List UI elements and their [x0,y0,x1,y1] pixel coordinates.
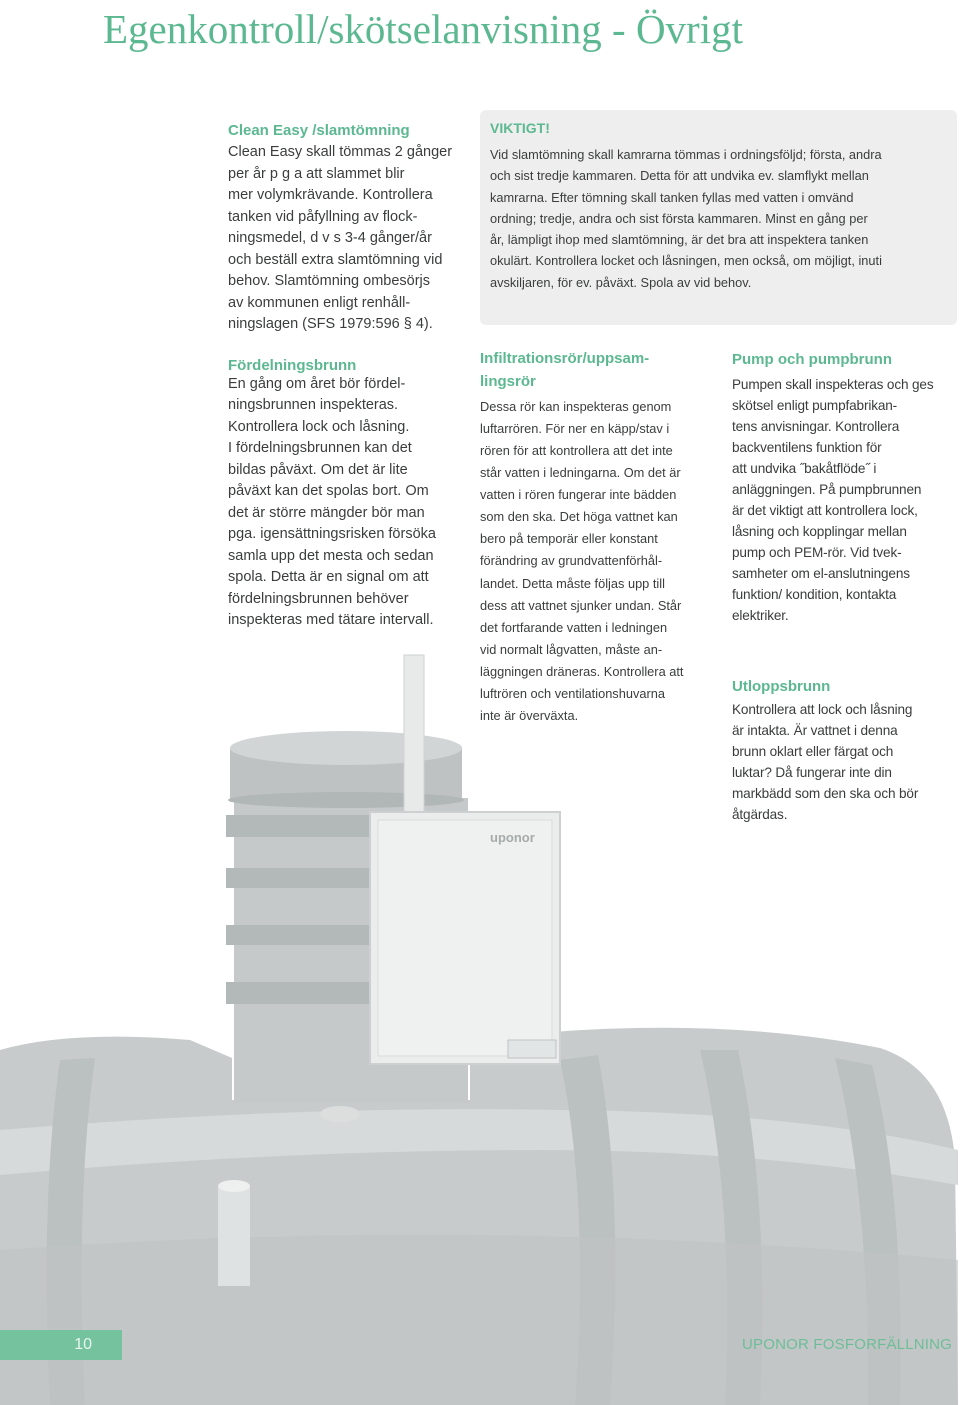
text-line: tanken vid påfyllning av flock- [228,208,418,225]
text-line: samheter om el-anslutningens [732,566,910,581]
text-line: avskiljaren, för ev. påväxt. Spola av vid behov. [490,274,752,290]
outlet-well-text [732,699,918,825]
text-line: per år p g a att slammet blir [228,165,405,182]
text-line: år, lämpligt ihop med slamtömning, är det bra att inspektera tanken [490,232,869,248]
text-line: påväxt kan det spolas bort. Om [228,483,429,500]
text-line: spola. Detta är en signal om att [228,569,429,586]
cabinet-logo: uponor [490,830,535,845]
text-line: det är större mängder bör man [228,504,425,521]
lid-top [230,731,462,765]
text-line: rören för att kontrollera att det inte [480,443,673,459]
tank-shadow [0,1235,958,1405]
text-line: mer volymkrävande. Kontrollera [228,187,433,203]
lid-rim [228,792,464,808]
text-line: En gång om året bör fördel- [228,376,406,392]
text-line: vid normalt lågvatten, måste an- [480,641,663,657]
text-line: ningsbrunnen inspekteras. [228,397,399,414]
text-line: luftarrören. För ner en käpp/stav i [480,421,670,437]
text-line: tens anvisningar. Kontrollera [732,419,900,434]
section-heading-pump: Pump och pumpbrunn [732,351,892,368]
cabinet-door [378,820,552,1056]
infiltration-text [480,396,683,727]
text-line: I fördelningsbrunnen kan det [228,440,412,457]
text-line: landet. Detta måste följas upp till [480,575,665,591]
inlet-pipe [218,1186,250,1286]
text-line: funktion/ kondition, kontakta [732,587,897,602]
section-heading-infiltration [480,347,649,393]
text-line: Kontrollera att lock och låsning [732,702,913,717]
text-line: ningsmedel, d v s 3-4 gånger/år [228,230,432,246]
text-line: Kontrollera lock och låsning. [228,418,410,435]
text-line: är det viktigt att kontrollera lock, [732,503,918,518]
text-line: skötsel enligt pumpfabrikan- [732,398,898,413]
pump-text [732,374,933,626]
text-line: anläggningen. På pumpbrunnen [732,482,922,497]
text-line: brunn oklart eller färgat och [732,744,894,759]
vent-pipe [404,655,424,817]
text-line: okulärt. Kontrollera locket och låsningen, men också, om möjligt, inuti [490,253,882,269]
important-text [490,144,882,293]
clean-easy-text [228,142,452,336]
text-line: och sist tredje kammaren. Detta för att undvika ev. slamflykt mellan [490,168,869,184]
text-line: att undvika ˝bakåtflöde˝ i [732,461,877,476]
text-line: inte är överväxta. [480,707,579,723]
text-line: markbädd som den ska och bör [732,786,919,801]
page-number-text: 10 [74,1336,92,1353]
text-line: det fortfarande vatten i ledningen [480,619,668,635]
text-line: av kommunen enligt renhåll- [228,294,411,311]
text-line: och beställ extra slamtömning vid [228,251,443,268]
page-number [0,1330,122,1360]
text-line: pump och PEM-rör. Vid tvek- [732,545,902,560]
inlet-pipe-top [218,1180,250,1192]
section-heading-outlet-well: Utloppsbrunn [732,678,831,695]
text-line: dess att vattnet sjunker undan. Står [480,597,682,613]
text-line: backventilens funktion för [732,440,882,455]
section-heading-clean-easy: Clean Easy /slamtömning [228,122,410,139]
text-line: bero på temporär eller konstant [480,531,658,547]
text-line: låsning och kopplingar mellan [732,524,907,539]
text-line: kamrarna. Efter tömning skall tanken fyllas med vatten i omvänd [490,189,854,205]
heading-line: Infiltrationsrör/uppsam- [480,350,650,367]
text-line: är intakta. Är vattnet i denna [732,723,898,738]
text-line: bildas påväxt. Om det är lite [228,461,408,478]
text-line: ningslagen (SFS 1979:596 § 4). [228,316,433,332]
text-line: Dessa rör kan inspekteras genom [480,399,672,414]
text-line: åtgärdas. [732,807,788,822]
text-line: Vid slamtömning skall kamrarna tömmas i ordningsföljd; första, andra [490,147,882,162]
text-line: luktar? Då fungerar inte din [732,765,892,780]
text-line: inspekteras med tätare intervall. [228,611,434,628]
page-title: Egenkontroll/skötselanvisning - Övrigt [103,6,743,52]
access-port [320,1106,360,1122]
text-line: elektriker. [732,608,789,623]
important-heading: VIKTIGT! [490,120,550,136]
text-line: luftrören och ventilationshuvarna [480,685,665,701]
text-line: pga. igensättningsrisken försöka [228,526,436,543]
text-line: som den ska. Det höga vattnet kan [480,509,678,525]
text-line: behov. Slamtömning ombesörjs [228,273,431,289]
text-line: vatten i rören fungerar inte bädden [480,487,677,503]
section-heading-distribution-well: Fördelningsbrunn [228,357,357,374]
distribution-well-text [228,374,436,631]
text-line: fördelningsbrunnen behöver [228,590,409,607]
publication-name: UPONOR FOSFORFÄLLNING [742,1336,953,1353]
text-line: står vatten i ledningarna. Om det är [480,465,681,481]
text-line: Clean Easy skall tömmas 2 gånger [228,144,453,160]
text-line: samla upp det mesta och sedan [228,547,434,564]
cabinet-label [508,1040,556,1058]
text-line: förändring av grundvattenförhål- [480,553,663,569]
heading-line: lingsrör [480,373,536,390]
text-line: ordning; tredje, andra och sist första kammaren. Minst en gång per [490,210,868,226]
text-line: Pumpen skall inspekteras och ges [732,377,934,392]
text-line: läggningen dräneras. Kontrollera att [480,663,684,679]
